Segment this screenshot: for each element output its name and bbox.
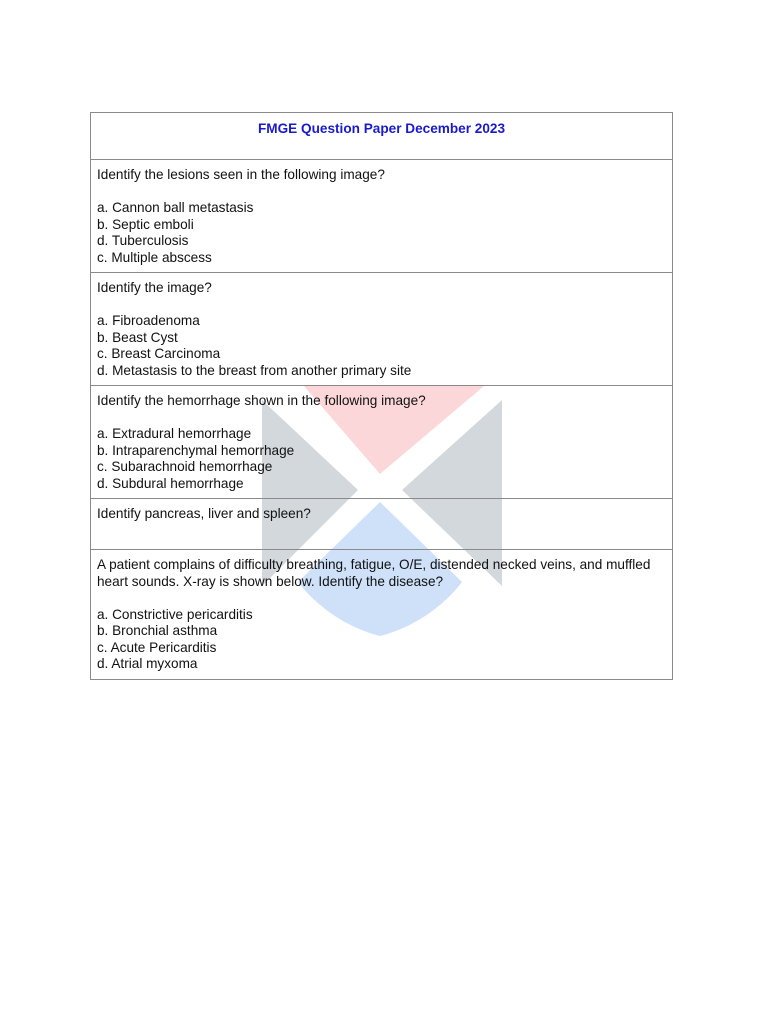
question-row-5 (91, 550, 673, 680)
option-b: b. Bronchial asthma (97, 623, 218, 638)
question-table (90, 112, 673, 680)
question-row-3 (91, 386, 673, 499)
option-a: a. Fibroadenoma (97, 313, 200, 328)
option-b: b. Intraparenchymal hemorrhage (97, 442, 295, 458)
question-text: Identify the hemorrhage shown in the following image? (97, 393, 426, 408)
option-b: b. Septic emboli (97, 216, 194, 232)
question-cell-5 (91, 550, 673, 680)
option-c: c. Subarachnoid hemorrhage (97, 459, 273, 474)
option-a: a. Constrictive pericarditis (97, 606, 253, 622)
option-d: d. Atrial myxoma (97, 656, 198, 671)
title-cell (91, 113, 673, 160)
page-title: FMGE Question Paper December 2023 (257, 121, 506, 136)
option-d: d. Metastasis to the breast from another primary site (97, 362, 412, 378)
title-row (91, 113, 673, 160)
question-cell-4 (91, 499, 673, 550)
spacer (97, 297, 666, 314)
question-row-1 (91, 160, 673, 273)
question-text: Identify the image? (97, 280, 212, 295)
option-d: d. Subdural hemorrhage (97, 475, 244, 491)
question-text: A patient complains of difficulty breathing, fatigue, O/E, distended necked veins, and muffled heart sounds. X-ray is shown below. Identify the disease? (97, 557, 651, 589)
spacer (97, 590, 666, 607)
option-c: c. Multiple abscess (97, 249, 212, 265)
option-d: d. Tuberculosis (97, 233, 189, 248)
option-c: c. Acute Pericarditis (97, 639, 217, 655)
question-text: Identify pancreas, liver and spleen? (97, 506, 311, 521)
question-text: Identify the lesions seen in the following image? (97, 167, 385, 182)
option-b: b. Beast Cyst (97, 329, 178, 345)
question-row-2 (91, 273, 673, 386)
question-cell-1 (91, 160, 673, 273)
option-a: a. Extradural hemorrhage (97, 426, 252, 441)
spacer (97, 184, 666, 201)
question-cell-3 (91, 386, 673, 499)
spacer (97, 410, 666, 427)
option-a: a. Cannon ball metastasis (97, 200, 254, 215)
question-cell-2 (91, 273, 673, 386)
question-row-4 (91, 499, 673, 550)
option-c: c. Breast Carcinoma (97, 346, 221, 361)
